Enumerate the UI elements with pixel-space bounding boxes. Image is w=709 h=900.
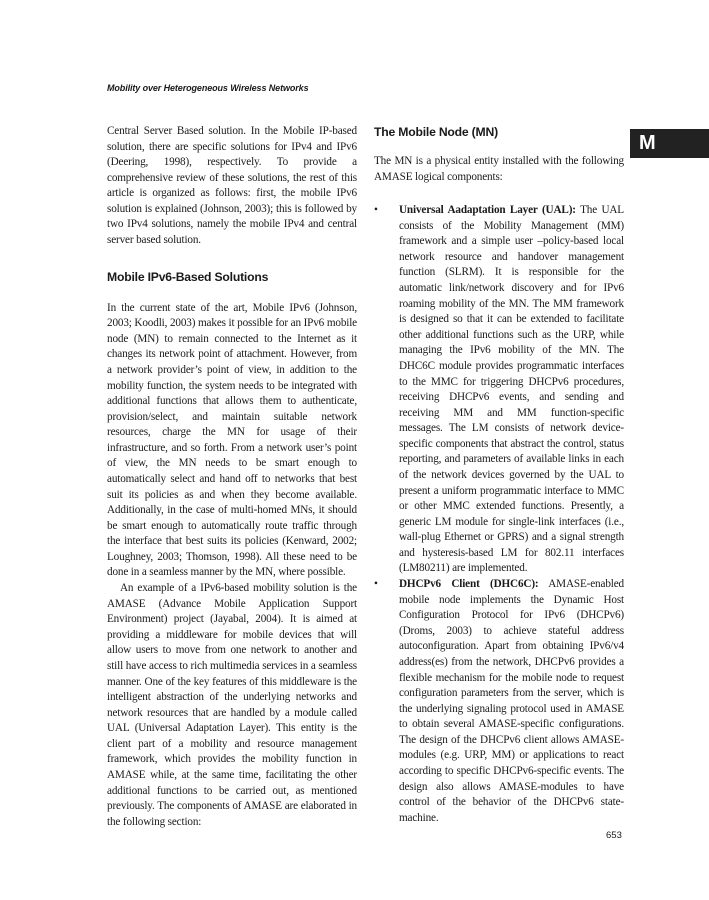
- body-paragraph-1: In the current state of the art, Mobile IPv6 (Johnson, 2003; Koodli, 2003) makes it possible for an IPv6 mobile node (MN) to remain connected to the Internet as it changes its network point of attachment. However, from a network provider’s point of view, in addition to the mobility function, the system needs to be integrated with additional functions that allows them to authenticate, provision/select, and maintain suitable network resources, charge the MN for usage of their infrastructure, and so forth. From a network user’s point of view, the MN needs to be smart enough to automatically select and hand off to networks that best suit its policies as and when they become available. Additionally, in the case of multi-homed MNs, it should be smart enough to automatically route traffic through the interface that best suits its policies (Kenward, 2002; Loughney, 2003; Thomson, 1998). All these need to be done in a seamless manner by the MN, where possible.: [107, 301, 357, 579]
- section-heading-mobile-ipv6: Mobile IPv6-Based Solutions: [107, 269, 269, 284]
- section-letter-tab: M: [630, 129, 709, 158]
- component-list: [374, 203, 624, 826]
- list-item-ual: [374, 203, 624, 577]
- running-header: Mobility over Heterogeneous Wireless Networks: [107, 83, 309, 93]
- list-item-dhc6c: [374, 577, 624, 826]
- bullet-icon: •: [374, 578, 378, 591]
- page-number: 653: [606, 830, 622, 841]
- intro-paragraph: Central Server Based solution. In the Mobile IP-based solution, there are specific solutions for IPv4 and IPv6 (Deering, 1998), respectively. To provide a comprehensive review of these solutions, the rest of this article is organized as follows: first, the mobile IPv6 solution is explained (Johnson, 2003); this is followed by two IPv4 solutions, namely the mobile IPv4 and central server based solution.: [107, 125, 357, 247]
- list-item-term: Universal Aadaptation Layer (UAL):: [399, 204, 576, 217]
- right-column: [374, 124, 624, 826]
- bullet-icon: •: [374, 204, 378, 217]
- mobile-node-intro: The MN is a physical entity installed with the following AMASE logical components:: [374, 155, 624, 183]
- list-item-term: DHCPv6 Client (DHC6C):: [399, 578, 539, 591]
- list-item-text: AMASE-enabled mobile node implements the Dynamic Host Configuration Protocol for IPv6 (DHCPv6) (Droms, 2003) to achieve stateful address autoconfiguration. Apart from obtaining IPv6/v4 address(es) from the network, DHCPv6 provides a flexible mechanism for the mobile node to request configuration parameters from the server, which is the underlying signaling protocol used in AMASE to obtain several AMASE-specific configurations. The design of the DHCPv6 client allows AMASE-modules (e.g. URP, MM) or applications to react according to specific DHCPv6-specific events. The design also allows AMASE-modules to have control of the behavior of the DHCPv6 state-machine.: [399, 578, 624, 824]
- list-item-text: The UAL consists of the Mobility Management (MM) framework and a simple user –policy-based local network resource and handover management function (SLRM). It is responsible for the automatic link/network discovery and for IPv6 roaming mobility of the MN. The MM framework is designed so that it can be extended to facilitate other additional functions such as the URP, while managing the IPv6 mobility of the MN. The DHC6C module provides programmatic interfaces to the MMC for triggering DHCPv6 procedures, receiving DHCPv6 events, and sending and receiving MM and MM function-specific messages. The LM consists of network device-specific components that abstract the control, status reporting, and parameters of available links in each of the network devices governed by the UAL to present a uniform programmatic interface to MMC or other MMC extended functions. Presently, a generic LM module for single-link interfaces (i.e., wall-plug Ethernet or GPRS) and a signal strength and hysteresis-based LM for 802.11 interfaces (LM80211) are implemented.: [399, 204, 624, 575]
- section-heading-mobile-node: The Mobile Node (MN): [374, 125, 498, 139]
- left-column: [107, 124, 357, 830]
- body-paragraph-2: An example of a IPv6-based mobility solution is the AMASE (Advance Mobile Application Support Environment) project (Jayabal, 2004). It is aimed at providing a middleware for mobile devices that will allow users to move from one network to another and still have access to rich multimedia services in a seamless manner. One of the key features of this middleware is the intelligent abstraction of the underlying networks and network resources that are handled by a module called UAL (Universal Adaptation Layer). This entity is the client part of a mobility and resource management framework, which provides the mobility function in AMASE while, at the same time, facilitating the other additional functions to be carried out, as mentioned previously. The components of AMASE are elaborated in the following section:: [107, 582, 357, 828]
